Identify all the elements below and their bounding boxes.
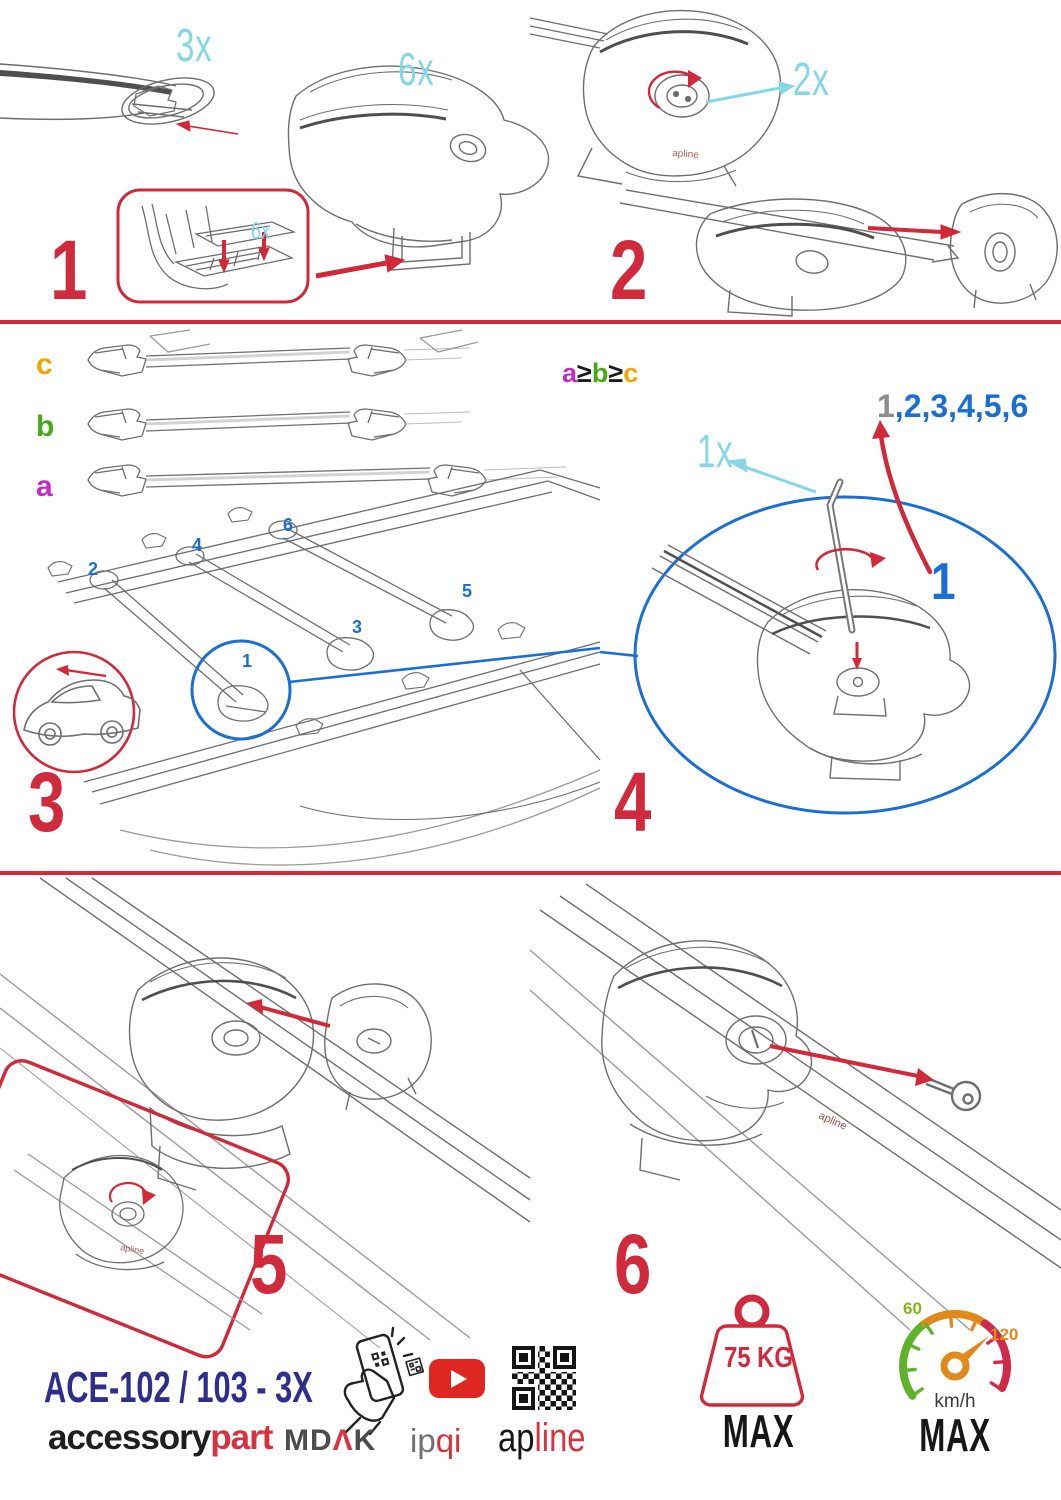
magnified-foot-drawing bbox=[652, 545, 969, 780]
foot-brand-logo-2: apline bbox=[816, 1109, 849, 1133]
zoom-leader-line-2 bbox=[600, 652, 638, 656]
position-1-label: 1 bbox=[242, 651, 253, 671]
bar-foot-assembly-drawing bbox=[620, 190, 1057, 316]
clamp-foot-drawing bbox=[288, 66, 548, 270]
max-weight-label: MAX bbox=[722, 1405, 795, 1457]
key-drawing bbox=[922, 1076, 980, 1110]
phone-scan-icon bbox=[330, 1326, 430, 1434]
step6-drawing bbox=[530, 880, 1061, 1330]
key-quantity-label: 1x bbox=[697, 425, 734, 477]
rule-ge-2: ≥ bbox=[608, 358, 624, 388]
car-direction-inset bbox=[14, 652, 140, 772]
qr-code bbox=[512, 1346, 576, 1410]
key-rotate-arrowhead bbox=[870, 552, 886, 568]
rubber-pad-detail bbox=[142, 204, 294, 289]
rule-a: a bbox=[562, 358, 578, 388]
lock-qty-arrow bbox=[706, 82, 794, 102]
sequence-first: 1 bbox=[877, 388, 895, 424]
position1-highlight-circle bbox=[192, 641, 290, 739]
accessorypart-logo bbox=[48, 1420, 272, 1455]
rule-c: c bbox=[623, 358, 639, 388]
qr-finder-tl bbox=[512, 1346, 535, 1369]
position-4-label: 4 bbox=[192, 535, 203, 555]
position-5-label: 5 bbox=[462, 581, 473, 601]
mdak-k: K bbox=[353, 1424, 377, 1457]
phone-screen-qr bbox=[371, 1350, 390, 1369]
bar-letter-b: b bbox=[36, 410, 55, 443]
step-6-number: 6 bbox=[614, 1217, 652, 1311]
qr-finder-bl bbox=[512, 1387, 535, 1410]
roof-scene bbox=[48, 330, 600, 865]
pad-quantity-label: 6x bbox=[251, 218, 271, 245]
lock-rotate-arrowhead bbox=[688, 70, 702, 88]
position-3-label: 3 bbox=[352, 617, 363, 637]
section-divider-2 bbox=[0, 871, 1061, 875]
ipqi-logo bbox=[410, 1424, 461, 1457]
position-6-label: 6 bbox=[283, 515, 294, 535]
youtube-icon bbox=[428, 1358, 486, 1400]
bar-letter-a: a bbox=[36, 470, 53, 503]
cover-attach-arrow bbox=[868, 225, 960, 239]
step-1-number: 1 bbox=[50, 223, 88, 317]
foot-with-lock-drawing bbox=[530, 11, 781, 186]
step3-drawing bbox=[0, 330, 600, 875]
first-position-callout: 1 bbox=[931, 553, 956, 611]
bar-letter-c: c bbox=[36, 348, 53, 381]
step1-arrows bbox=[177, 121, 404, 276]
tighten-sequence-label bbox=[877, 390, 1028, 422]
step-5-number: 5 bbox=[250, 1217, 288, 1311]
speed-max-value-label: 120 bbox=[990, 1325, 1019, 1344]
brand-red-part: part bbox=[210, 1418, 273, 1457]
key-use-arrowhead bbox=[915, 1068, 934, 1086]
crossbar-c bbox=[88, 345, 470, 376]
inset-foot-drawing bbox=[14, 1154, 262, 1330]
max-weight-value: 75 KG bbox=[724, 1342, 793, 1374]
speed-unit-label: km/h bbox=[934, 1391, 976, 1412]
apline-black: ap bbox=[498, 1416, 535, 1460]
sequence-rest: ,2,3,4,5,6 bbox=[894, 388, 1029, 424]
lock-foot-drawing bbox=[530, 884, 1061, 1330]
inset-foot-brand-logo: apline bbox=[119, 1242, 146, 1257]
foot-quantity-label: 6x bbox=[398, 43, 435, 95]
apline-logo bbox=[498, 1418, 586, 1458]
brand-black-part: accessory bbox=[48, 1418, 211, 1457]
lock-quantity-label: 2x bbox=[793, 53, 830, 105]
model-number: ACE-102 / 103 - 3X bbox=[44, 1363, 313, 1412]
rule-b: b bbox=[591, 358, 609, 388]
detail-inset-frame bbox=[118, 190, 308, 302]
insert-arrow bbox=[260, 1007, 330, 1026]
rule-ge-1: ≥ bbox=[577, 358, 592, 388]
step-3-number: 3 bbox=[28, 755, 66, 849]
inset-lock-rotate-arrowhead bbox=[142, 1189, 156, 1205]
apline-red: line bbox=[534, 1416, 586, 1460]
bar-quantity-label: 3x bbox=[176, 19, 213, 71]
mdak-lambda: Λ bbox=[332, 1424, 354, 1457]
inset-lock-rotate-arrow bbox=[110, 1183, 146, 1202]
key-use-arrow bbox=[770, 1046, 918, 1076]
allen-key bbox=[830, 482, 852, 630]
speed-max-label: MAX bbox=[919, 1409, 991, 1461]
zoom-circle bbox=[635, 497, 1055, 813]
crossbar-b bbox=[88, 409, 470, 440]
position-2-label: 2 bbox=[88, 559, 99, 579]
foot-brand-logo: apline bbox=[671, 148, 700, 161]
step-2-number: 2 bbox=[610, 223, 648, 317]
mdak-md: MD bbox=[284, 1424, 333, 1457]
key-rotate-arrow bbox=[816, 549, 874, 570]
qr-finder-tr bbox=[553, 1346, 576, 1369]
inset-frame-rotated bbox=[0, 1055, 294, 1362]
section-divider-1 bbox=[0, 320, 1061, 324]
insert-arrowhead bbox=[246, 999, 263, 1014]
key-qty-arrow bbox=[728, 459, 816, 492]
mdak-logo bbox=[284, 1426, 376, 1456]
speed-min-label: 60 bbox=[903, 1299, 922, 1318]
ipqi-gray: ip bbox=[410, 1422, 436, 1459]
ipqi-red: qi bbox=[435, 1422, 462, 1459]
step-4-number: 4 bbox=[614, 755, 652, 849]
